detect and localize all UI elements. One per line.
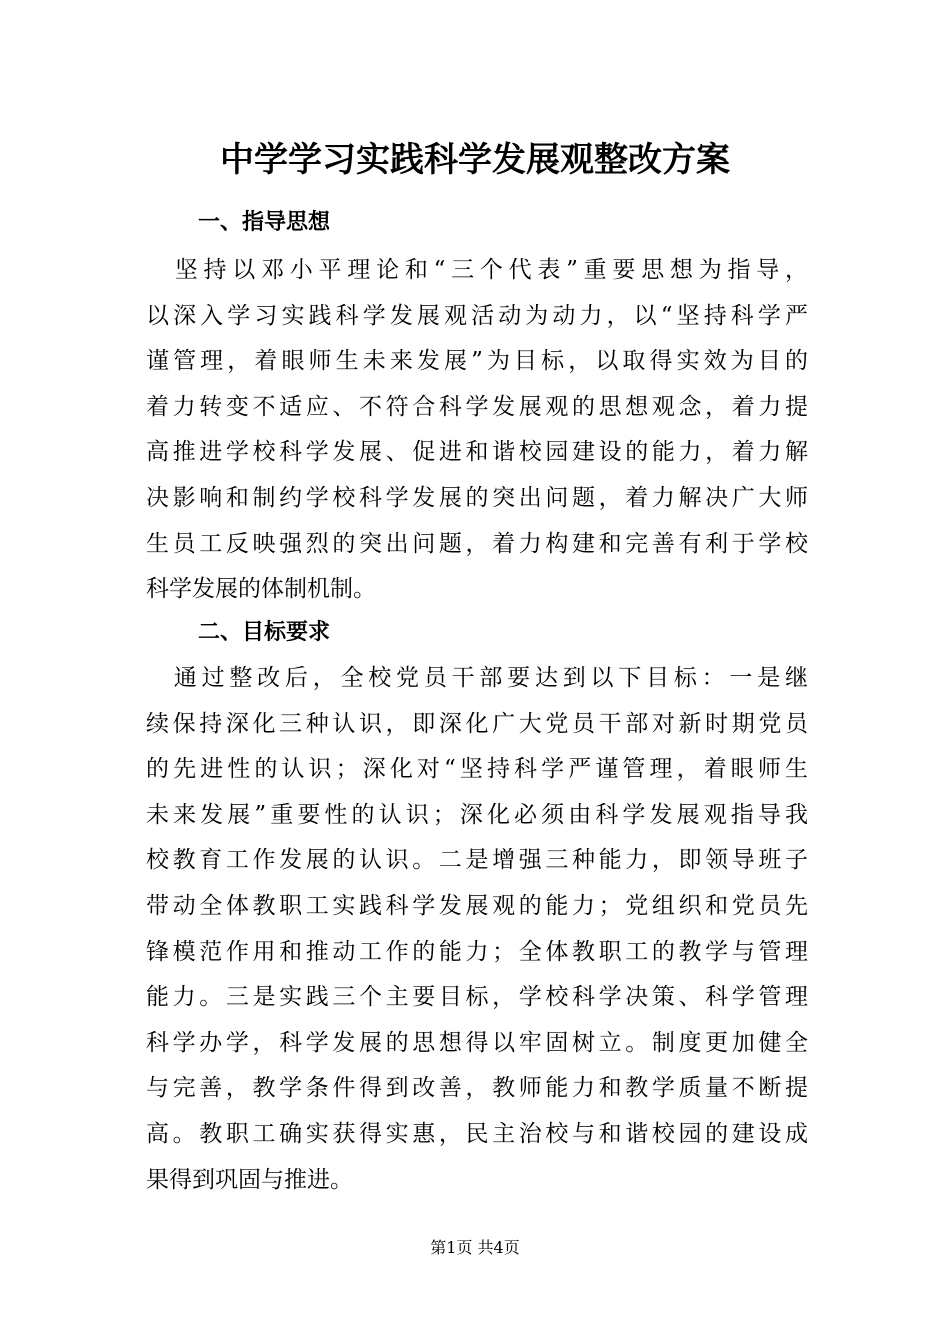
- paragraph-line: 决影响和制约学校科学发展的突出问题，着力解决广大师: [146, 484, 808, 511]
- paragraph-line: 未来发展”重要性的认识；深化必须由科学发展观指导我: [146, 801, 808, 828]
- paragraph-line: 以深入学习实践科学发展观活动为动力，以“坚持科学严: [146, 302, 808, 329]
- paragraph-line: 锋模范作用和推动工作的能力；全体教职工的教学与管理: [146, 938, 808, 965]
- paragraph-line: 科学发展的体制机制。: [146, 576, 376, 603]
- paragraph-line: 果得到巩固与推进。: [146, 1166, 353, 1193]
- paragraph-line: 续保持深化三种认识，即深化广大党员干部对新时期党员: [146, 710, 808, 737]
- paragraph-line: 校教育工作发展的认识。二是增强三种能力，即领导班子: [146, 847, 808, 874]
- document-title: 中学学习实践科学发展观整改方案: [220, 140, 730, 180]
- paragraph-line: 高。教职工确实获得实惠，民主治校与和谐校园的建设成: [146, 1120, 808, 1147]
- paragraph-line: 着力转变不适应、不符合科学发展观的思想观念，着力提: [146, 393, 808, 420]
- paragraph-line: 生员工反映强烈的突出问题，着力构建和完善有利于学校: [146, 530, 808, 557]
- paragraph-line: 坚持以邓小平理论和“三个代表”重要思想为指导，: [146, 257, 808, 283]
- section-heading-objectives: 二、目标要求: [198, 620, 331, 645]
- paragraph-line: 通过整改后，全校党员干部要达到以下目标：一是继: [146, 665, 808, 691]
- paragraph-line: 与完善，教学条件得到改善，教师能力和教学质量不断提: [146, 1075, 808, 1102]
- paragraph-line: 能力。三是实践三个主要目标，学校科学决策、科学管理: [146, 984, 808, 1011]
- paragraph-line: 高推进学校科学发展、促进和谐校园建设的能力，着力解: [146, 439, 808, 466]
- section-heading-guiding-ideology: 一、指导思想: [198, 210, 331, 235]
- paragraph-line: 带动全体教职工实践科学发展观的能力；党组织和党员先: [146, 892, 808, 919]
- section-paragraph-objectives: [146, 656, 808, 1203]
- paragraph-line: 谨管理，着眼师生未来发展”为目标，以取得实效为目的: [146, 348, 808, 375]
- page-footer: 第1页 共4页: [430, 1238, 520, 1257]
- section-paragraph-guiding-ideology: [146, 248, 808, 613]
- paragraph-line: 的先进性的认识；深化对“坚持科学严谨管理，着眼师生: [146, 756, 808, 783]
- paragraph-line: 科学办学，科学发展的思想得以牢固树立。制度更加健全: [146, 1029, 808, 1056]
